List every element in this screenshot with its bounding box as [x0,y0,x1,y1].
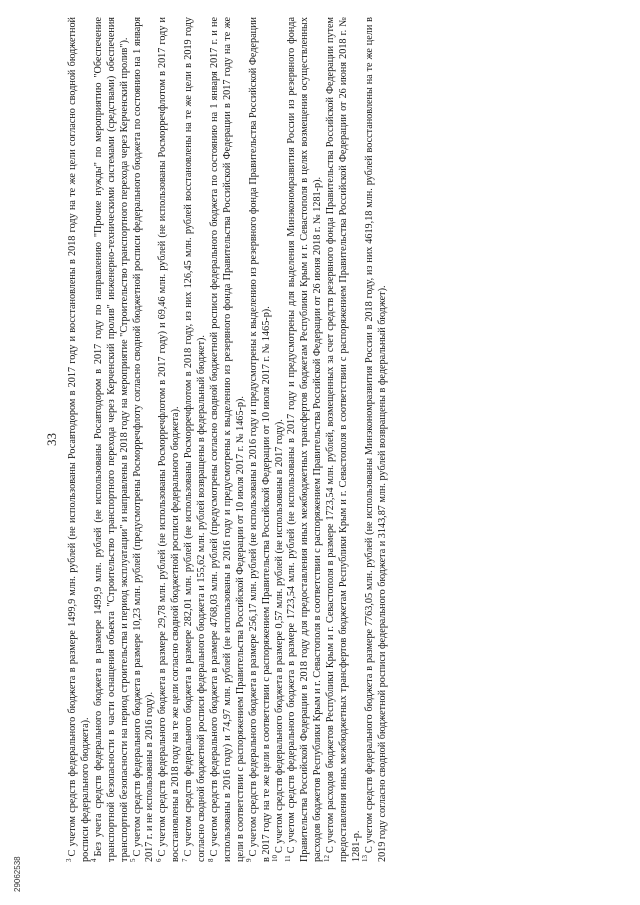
footnote-marker: 11 [284,855,293,862]
footnote [64,17,93,862]
footnote-marker: 4 [90,858,99,862]
document-number: 29062538 [13,856,22,892]
footnote-marker: 8 [206,858,215,862]
footnote [271,17,287,862]
footnote-text: С учетом средств федерального бюджета в размере 0,57 млн. рублей (не использованы в 2017 году). [273,419,285,853]
footnote [322,17,364,862]
footnote-marker: 3 [64,858,73,862]
footnote-text: С учетом средств федерального бюджета в размере 1723,54 млн. рублей (не использованы в 2017 году и предусмотрены для выделения Минэкономразвития России из резервного фонда Правительства Российской Федерации в 2018 году для предоставления иных межбюджетных трансфертов бюджетам Республики Крым и г. Севастополя в целях возмещения осуществленных расходов бюджетов Республики Крым и г. Севастополя в соответствии с распоряжением Правительства Российской Федерации от 26 июня 2018 г. № 1281-р). [286,17,324,862]
footnote-text: С учетом средств федерального бюджета в размере 1499,9 млн. рублей (не использованы Росавтодором в 2017 году и восстановлены в 2018 году на те же цели согласно сводной бюджетной росписи федерального бюджета). [67,17,91,862]
footnote [361,17,390,862]
footnote [286,17,325,862]
footnote [90,17,132,862]
rotated-page [45,17,605,862]
footnote-marker: 12 [322,855,331,862]
footnote-text: С учетом средств федерального бюджета в размере 7763,05 млн. рублей (не использованы Минэкономразвития России в 2018 году, из них 4619,18 млн. рублей восстановлены на те же цели в 2019 году согласно сводной бюджетной росписи федерального бюджета и 3143,87 млн. рублей возвращены в федеральный бюджет). [363,17,388,862]
footnote-text: С учетом средств федерального бюджета в размере 10,23 млн. рублей (предусмотрены Росморречфлоту согласно сводной бюджетной росписи федерального бюджета по состоянию на 1 января 2017 г. и не использованы в 2016 году). [131,17,156,862]
footnote [245,17,274,862]
footnote-marker: 7 [180,858,189,862]
footnote-marker: 10 [271,855,280,862]
page-number: 33 [44,433,59,446]
footnote-marker: 6 [154,858,163,862]
footnote-text: Без учета средств федерального бюджета в размере 1499,9 млн. рублей (не использованы Росавтодором в 2017 году по направлению "Прочие нужды" по мероприятию "Обеспечение транспортной безопасности в части оснащения объекта "Строительство транспортного перехода через Керченский пролив" инженерно-техническими системами (средствами) обеспечения транспортной безопасности на период строительства и период эксплуатации" и направлены в 2018 году на мероприятие "Строительство транспортного перехода через Керченский пролив"). [92,17,130,862]
footnote-text: С учетом средств федерального бюджета в размере 282,01 млн. рублей (не использованы Росморречфлотом в 2018 году, из них 126,45 млн. рублей восстановлены на те же цели в 2019 году согласно сводной бюджетной росписи федерального бюджета и 155,62 млн. рублей возвращены в федеральный бюджет). [183,17,208,862]
footnote-marker: 13 [361,855,370,862]
footnote-text: С учетом средств федерального бюджета в размере 4768,03 млн. рублей (предусмотрены согласно сводной бюджетной росписи федерального бюджета по состоянию на 1 января 2017 г. и не использованы в 2016 году) и 74,97 млн. рублей (не использованы в 2016 году и предусмотрены к выделению из резервного фонда Правительства Российской Федерации в 2017 году на те же цели в соответствии с распоряжением Правительства Российской Федерации от 10 июля 2017 г. № 1465-р). [208,17,246,862]
footnote-text: С учетом средств федерального бюджета в размере 256,17 млн. рублей (не использованы в 2016 году и предусмотрены к выделению из резервного фонда Правительства Российской Федерации в 2017 году на те же цели в соответствии с распоряжением Правительства Российской Федерации от 10 июля 2017 г. № 1465-р). [247,17,272,862]
footnote-marker: 9 [245,858,254,862]
footnote [180,17,209,862]
footnote-text: С учетом расходов бюджетов Республики Крым и г. Севастополя в размере 1723,54 млн. рублей, возмещенных за счет средств резервного фонда Правительства Российской Федерации путем предоставления иных межбюджетных трансфертов бюджетам Республики Крым и г. Севастополя в соответствии с распоряжением Правительства Российской Федерации от 26 июня 2018 г. № 1281-р. [325,17,362,862]
footnotes-list [64,17,390,862]
footnote [129,17,158,862]
footnote-marker: 5 [129,858,138,862]
footnote [206,17,248,862]
footnote [154,17,183,862]
footnote-text: С учетом средств федерального бюджета в размере 29,78 млн. рублей (не использованы Росморречфлотом в 2017 году) и 69,46 млн. рублей (не использованы Росморречфлотом в 2017 году и восстановлены в 2018 году на те же цели согласно сводной бюджетной росписи федерального бюджета). [157,17,182,862]
